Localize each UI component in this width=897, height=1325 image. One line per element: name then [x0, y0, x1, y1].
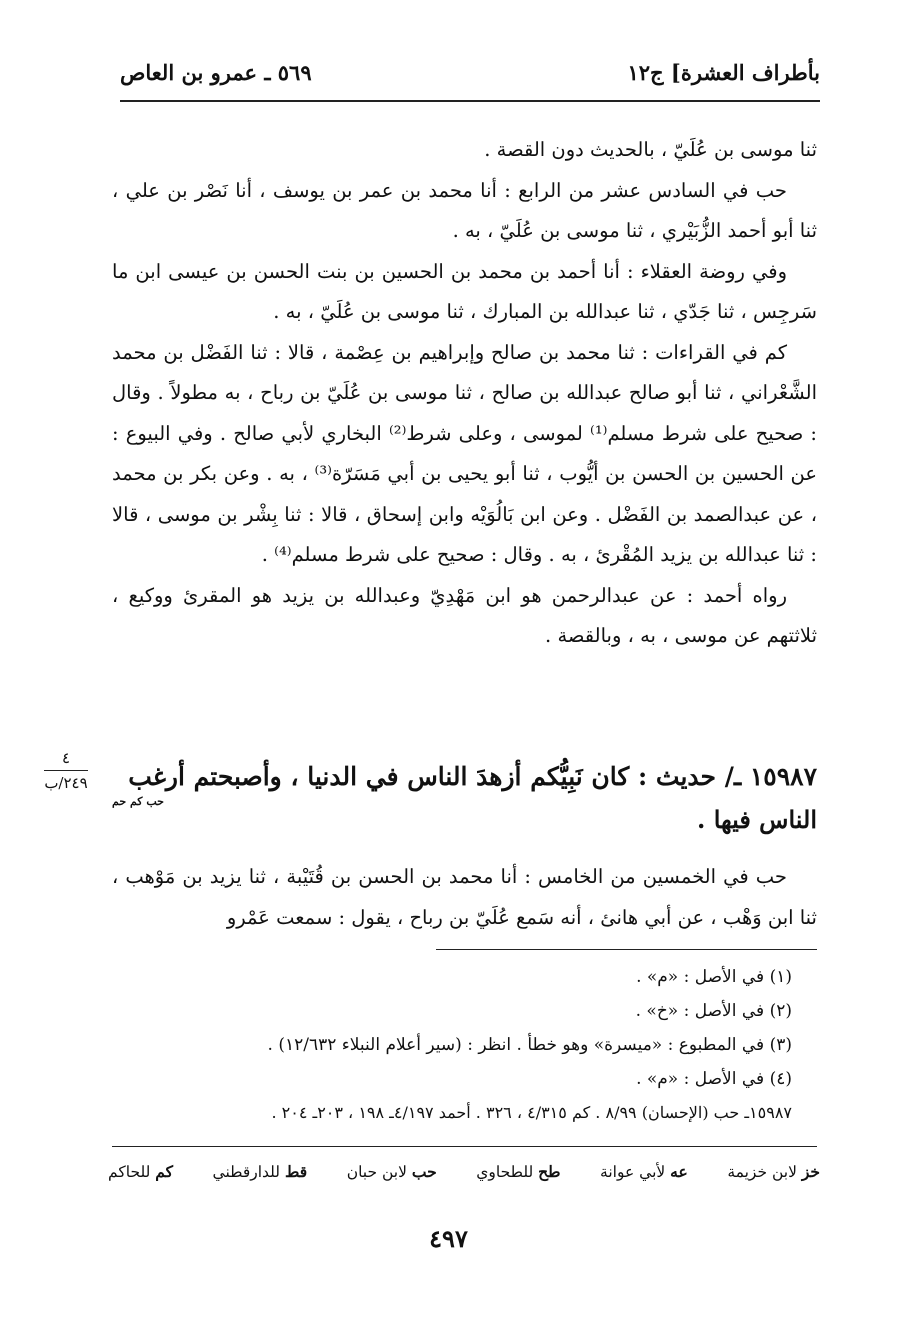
legend-name: للطحاوي [476, 1163, 534, 1181]
margin-divider [44, 770, 88, 771]
legend-item [347, 1162, 437, 1181]
legend-item [600, 1162, 688, 1181]
page-number: ٤٩٧ [429, 1224, 468, 1253]
hadith-sigla: حب كم حم [112, 795, 164, 808]
main-text [112, 130, 817, 657]
footnote-divider [436, 949, 817, 950]
paragraph: كم في القراءات : ثنا محمد بن صالح وإبراهيم بن عِصْمة ، قالا : ثنا الفَضْل بن محمد الشَّعْراني ، ثنا أبو صالح عبدالله بن صالح ، ثنا موسى بن عُلَيّ بن رباح ، به مطولاً . وقال : صحيح على شرط مسلم⁽¹⁾ لموسى ، وعلى شرط⁽²⁾ البخاري لأبي صالح . وفي البيوع : عن الحسين بن الحسن بن أيُّوب ، ثنا أبو يحيى بن أبي مَسَرّة⁽³⁾ ، به . وعن بكر بن محمد ، عن عبدالصمد بن الفَضْل . وعن ابن بَالُوَيْه وابن إسحاق ، قالا : ثنا بِشْر بن موسى ، قالا : ثنا عبدالله بن يزيد المُقْرئ ، به . وقال : صحيح على شرط مسلم⁽⁴⁾ . [112, 340, 818, 566]
paragraph: وفي روضة العقلاء : أنا أحمد بن محمد بن الحسين بن بنت الحسن بن عيسى ابن ما سَرجِس ، ثنا جَدّي ، ثنا عبدالله بن المبارك ، ثنا موسى بن عُلَيّ ، به . [112, 259, 817, 323]
header-section-title: ٥٦٩ ـ عمرو بن العاص [120, 60, 312, 85]
paragraph: رواه أحمد : عن عبدالرحمن هو ابن مَهْدِيّ وعبدالله بن يزيد هو المقرئ ووكيع ، ثلاثتهم عن موسى ، به ، وبالقصة . [112, 583, 817, 647]
legend-abbr: عه [670, 1162, 688, 1181]
footnote: (٢) في الأصل : «خ» . [635, 1001, 792, 1021]
legend-item [213, 1162, 308, 1181]
margin-number: ٤ [61, 749, 71, 767]
legend-name: لابن خزيمة [727, 1163, 797, 1181]
legend-item [108, 1162, 173, 1181]
legend-name: للحاكم [108, 1163, 151, 1181]
header-book-volume: بأطراف العشرة] ج١٢ [627, 60, 820, 85]
footnotes [112, 960, 792, 1130]
legend-item [476, 1162, 560, 1181]
footnote: (١) في الأصل : «م» . [636, 967, 792, 987]
paragraph: حب في السادس عشر من الرابع : أنا محمد بن عمر بن يوسف ، أنا نَصْر بن علي ، ثنا أبو أحمد الزُّبَيْري ، ثنا موسى بن عُلَيّ ، به . [112, 178, 817, 242]
paragraph: حب في الخمسين من الخامس : أنا محمد بن الحسن بن قُتَيْبة ، ثنا يزيد بن مَوْهب ، ثنا ابن وَهْب ، عن أبي هانئ ، أنه سَمع عُلَيّ بن رباح ، يقول : سمعت عَمْرو [112, 865, 817, 929]
abbreviation-legend [108, 1162, 820, 1181]
page-header [120, 48, 820, 92]
footnote: (٣) في المطبوع : «ميسرة» وهو خطأ . انظر : (سير أعلام النبلاء ١٢/٦٣٢) . [267, 1035, 792, 1055]
paragraph: ثنا موسى بن عُلَيّ ، بالحديث دون القصة . [484, 138, 817, 161]
legend-abbr: حب [411, 1162, 437, 1181]
legend-abbr: قط [284, 1162, 308, 1181]
legend-item [727, 1162, 820, 1181]
footnote: (٤) في الأصل : «م» . [636, 1069, 792, 1089]
hadith-heading-continuation: الناس فيها . [697, 805, 817, 834]
header-divider [120, 100, 820, 102]
legend-abbr: طح [538, 1162, 561, 1181]
hadith-heading: ١٥٩٨٧ ـ/ حديث : كان نَبِيُّكم أزهدَ الناس في الدنيا ، وأصبحتم أرغب [128, 762, 817, 791]
hadith-heading-block [112, 757, 817, 837]
margin-manuscript-ref [36, 748, 96, 793]
legend-abbr: كم [155, 1162, 173, 1181]
legend-name: لأبي عوانة [600, 1163, 666, 1181]
legend-divider [112, 1146, 817, 1147]
legend-name: للدارقطني [212, 1163, 281, 1181]
margin-folio-ref: ٢٤٩/ب [44, 774, 88, 792]
legend-name: لابن حبان [346, 1163, 407, 1181]
source-reference-line: ١٥٩٨٧ـ حب (الإحسان) ٨/٩٩ . كم ٤/٣١٥ ، ٣٢٦ . أحمد ٤/١٩٧ـ ١٩٨ ، ٢٠٣ـ ٢٠٤ . [271, 1103, 792, 1122]
legend-abbr: خز [801, 1162, 820, 1181]
hadith-text [112, 857, 817, 938]
